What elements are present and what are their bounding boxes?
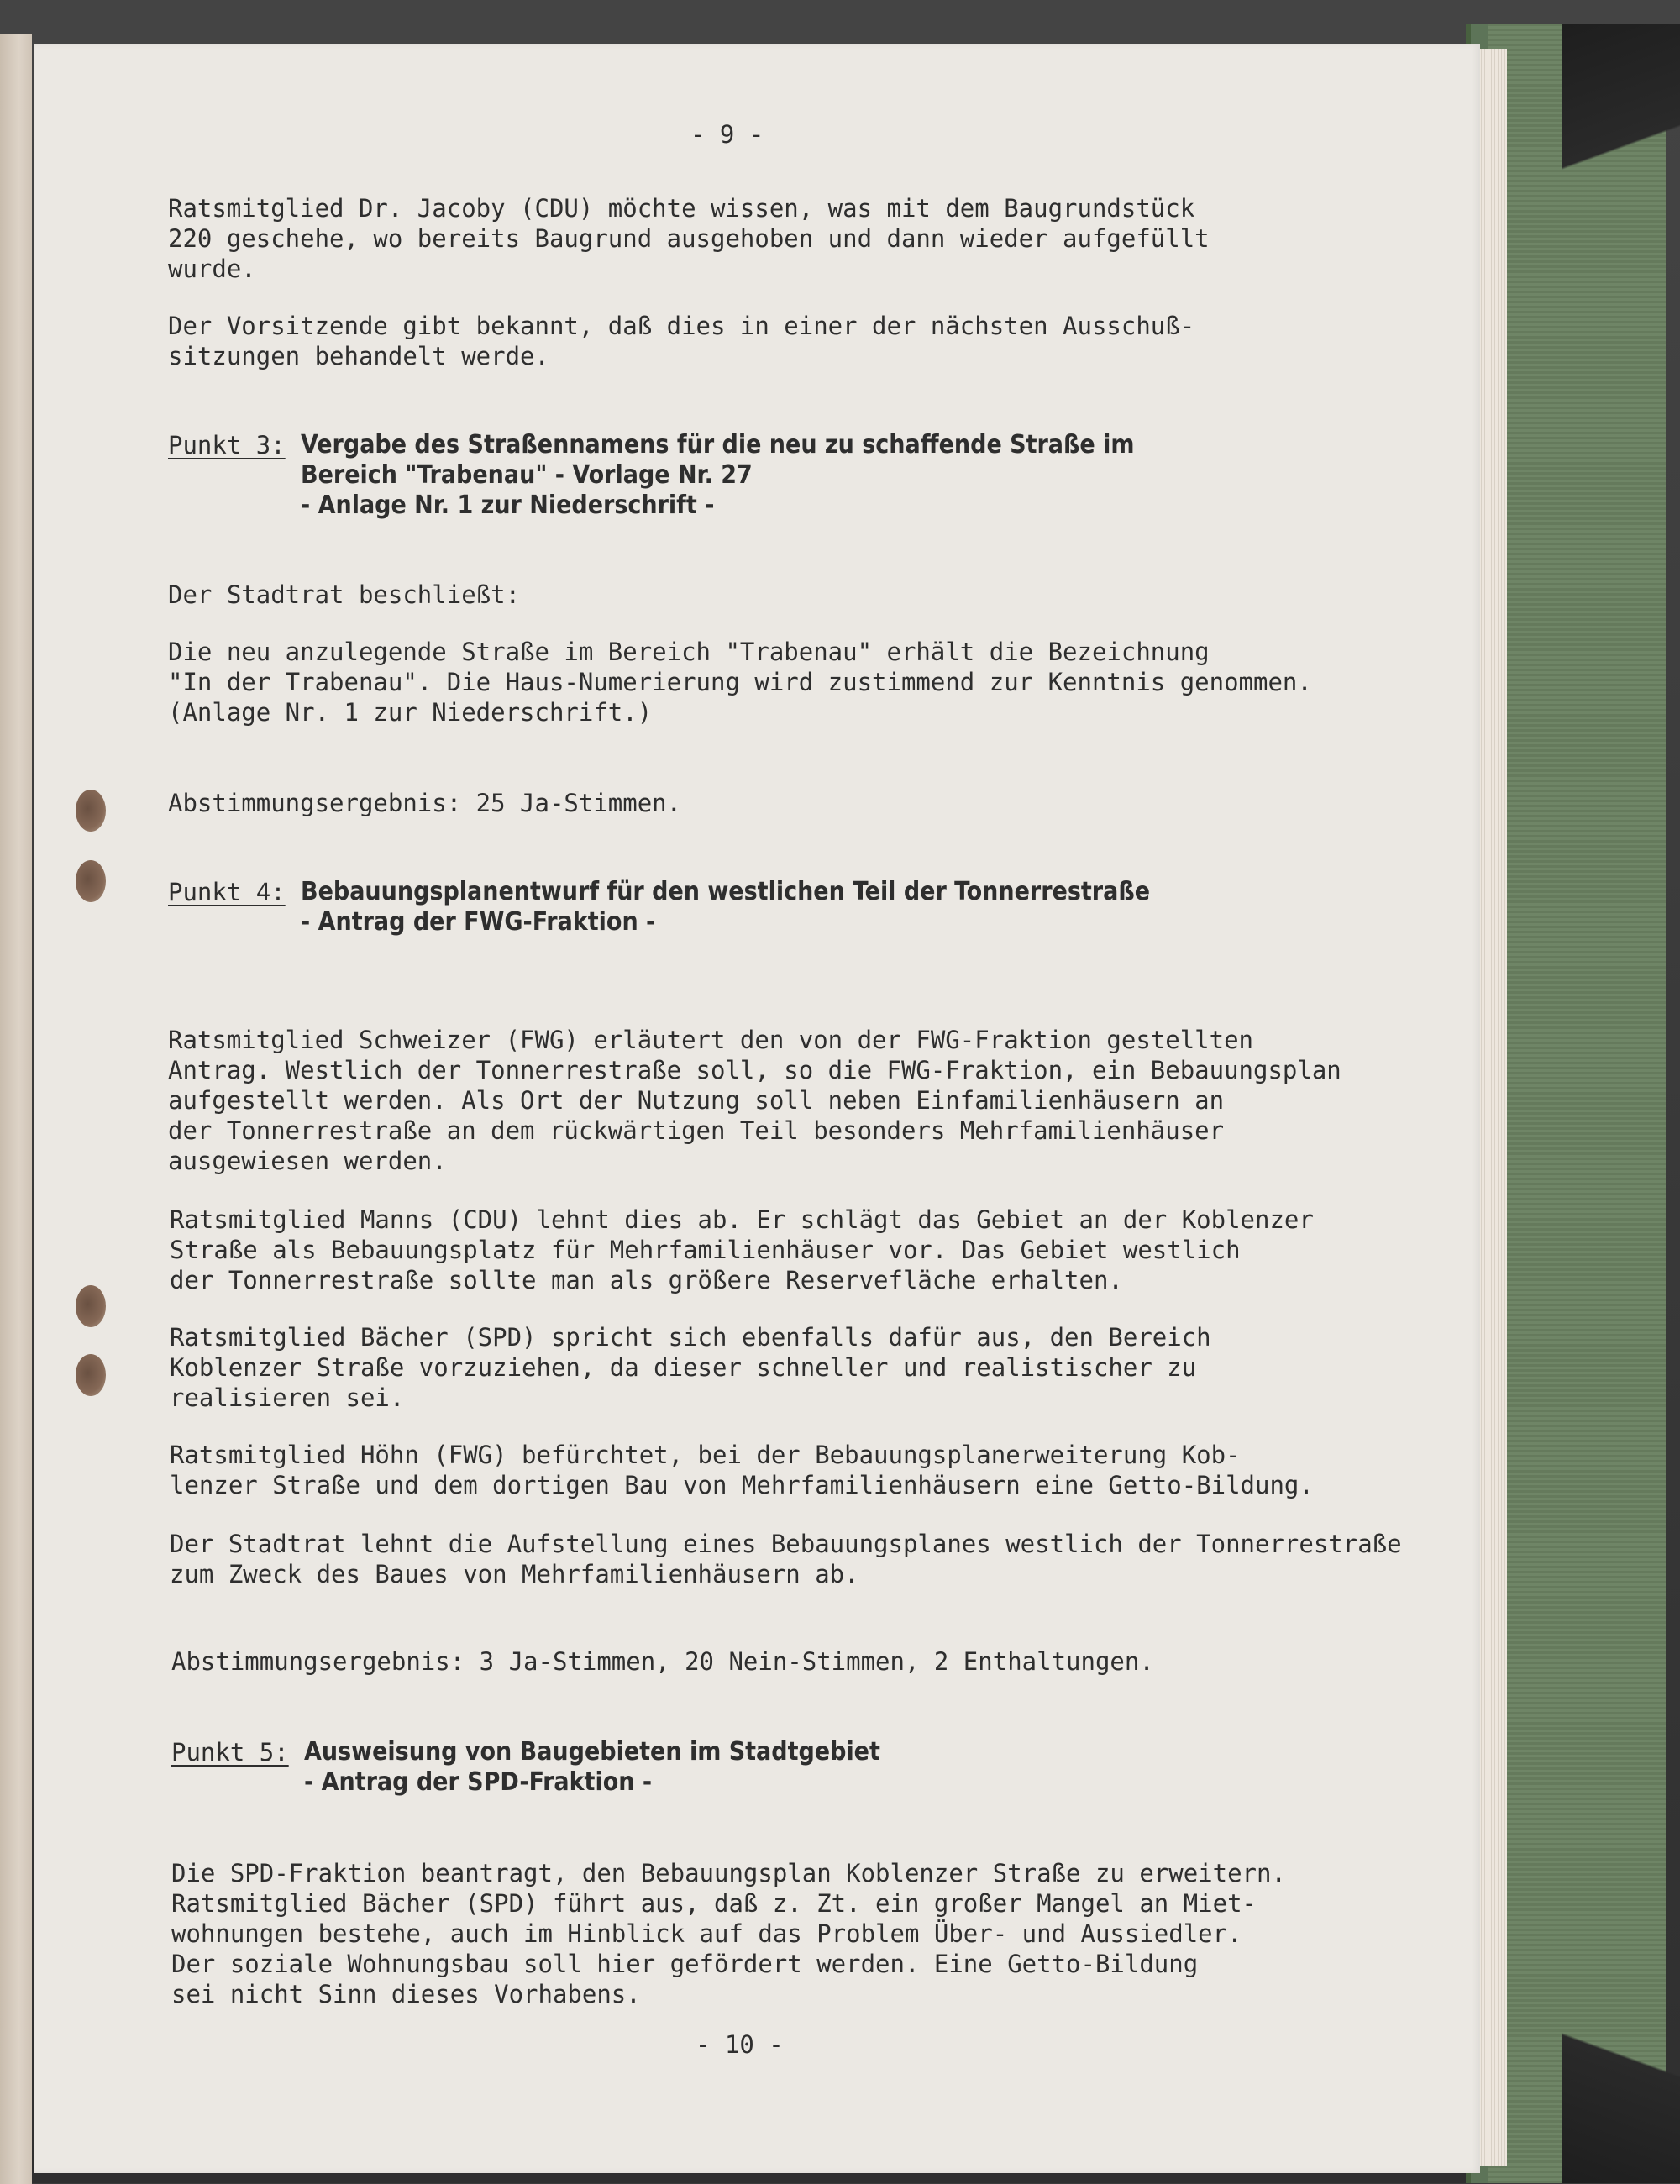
paragraph-line: wurde. — [168, 255, 256, 283]
page-number-header: - 9 - — [690, 120, 764, 149]
paragraph-line: "In der Trabenau". Die Haus-Numerierung wird zustimmend zur Kenntnis genommen. — [168, 668, 1312, 696]
paragraph-line: der Tonnerrestraße sollte man als größere Reservefläche erhalten. — [170, 1266, 1123, 1294]
paragraph-line: Straße als Bebauungsplatz für Mehrfamilienhäuser vor. Das Gebiet westlich — [170, 1236, 1241, 1264]
agenda-item-title: Ausweisung von Baugebieten im Stadtgebiet — [304, 1737, 880, 1767]
binder-corner-bottom — [1562, 1957, 1680, 2183]
punch-hole — [76, 790, 106, 832]
paragraph-line: Ratsmitglied Bächer (SPD) spricht sich ebenfalls dafür aus, den Bereich — [170, 1323, 1211, 1352]
agenda-item-title: - Antrag der FWG-Fraktion - — [301, 907, 656, 937]
vote-result: Abstimmungsergebnis: 25 Ja-Stimmen. — [168, 789, 682, 817]
agenda-item-label: Punkt 5: — [171, 1738, 289, 1767]
paragraph-line: realisieren sei. — [170, 1383, 405, 1412]
paragraph-line: Ratsmitglied Manns (CDU) lehnt dies ab. Er schlägt das Gebiet an der Koblenzer — [170, 1205, 1314, 1234]
binder-corner-top — [1562, 24, 1680, 242]
vote-result: Abstimmungsergebnis: 3 Ja-Stimmen, 20 Nein-Stimmen, 2 Enthaltungen. — [171, 1647, 1154, 1676]
paragraph-line: Der soziale Wohnungsbau soll hier gefördert werden. Eine Getto-Bildung — [171, 1950, 1199, 1978]
paragraph-line: Der Stadtrat beschließt: — [168, 580, 521, 609]
punch-hole — [76, 1285, 106, 1327]
punch-hole — [76, 1354, 106, 1396]
paragraph-line: Die neu anzulegende Straße im Bereich "Trabenau" erhält die Bezeichnung — [168, 638, 1210, 666]
agenda-item-title: Bebauungsplanentwurf für den westlichen Teil der Tonnerrestraße — [301, 877, 1151, 906]
paragraph-line: zum Zweck des Baues von Mehrfamilienhäusern ab. — [170, 1560, 859, 1588]
paragraph-line: Antrag. Westlich der Tonnerrestraße soll, so die FWG-Fraktion, ein Bebauungsplan — [168, 1056, 1341, 1084]
paragraph-line: wohnungen bestehe, auch im Hinblick auf das Problem Über- und Aussiedler. — [171, 1919, 1242, 1948]
paragraph-line: Ratsmitglied Höhn (FWG) befürchtet, bei der Bebauungsplanerweiterung Kob- — [170, 1441, 1241, 1469]
paragraph-line: ausgewiesen werden. — [168, 1147, 447, 1175]
paragraph-line: aufgestellt werden. Als Ort der Nutzung soll neben Einfamilienhäusern an — [168, 1086, 1225, 1115]
paragraph-line: sitzungen behandelt werde. — [168, 342, 549, 370]
paragraph-line: Der Vorsitzende gibt bekannt, daß dies in einer der nächsten Ausschuß- — [168, 312, 1195, 340]
paragraph-line: lenzer Straße und dem dortigen Bau von Mehrfamilienhäusern eine Getto-Bildung. — [170, 1471, 1314, 1499]
agenda-item-title: - Anlage Nr. 1 zur Niederschrift - — [301, 491, 715, 520]
paragraph-line: Ratsmitglied Schweizer (FWG) erläutert den von der FWG-Fraktion gestellten — [168, 1026, 1254, 1054]
paragraph-line: Der Stadtrat lehnt die Aufstellung eines Bebauungsplanes westlich der Tonnerrestraße — [170, 1530, 1402, 1558]
paragraph-line: 220 geschehe, wo bereits Baugrund ausgehoben und dann wieder aufgefüllt — [168, 224, 1210, 253]
page-number-footer: - 10 - — [696, 2030, 784, 2059]
paragraph-line: sei nicht Sinn dieses Vorhabens. — [171, 1980, 641, 2008]
paragraph-line: (Anlage Nr. 1 zur Niederschrift.) — [168, 698, 653, 727]
page-stack-edge — [1478, 49, 1507, 2166]
paragraph-line: Ratsmitglied Dr. Jacoby (CDU) möchte wissen, was mit dem Baugrundstück — [168, 194, 1195, 223]
paragraph-line: Ratsmitglied Bächer (SPD) führt aus, daß z. Zt. ein großer Mangel an Miet- — [171, 1889, 1257, 1918]
facing-page-edge — [0, 34, 32, 2184]
agenda-item-title: - Antrag der SPD-Fraktion - — [304, 1767, 653, 1797]
document-page — [34, 44, 1480, 2173]
agenda-item-title: Bereich "Trabenau" - Vorlage Nr. 27 — [301, 460, 753, 490]
agenda-item-label: Punkt 3: — [168, 431, 286, 459]
agenda-item-title: Vergabe des Straßennamens für die neu zu schaffende Straße im — [301, 430, 1135, 459]
punch-hole — [76, 860, 106, 902]
paragraph-line: der Tonnerrestraße an dem rückwärtigen Teil besonders Mehrfamilienhäuser — [168, 1116, 1225, 1145]
paragraph-line: Koblenzer Straße vorzuziehen, da dieser schneller und realistischer zu — [170, 1353, 1197, 1382]
paragraph-line: Die SPD-Fraktion beantragt, den Bebauungsplan Koblenzer Straße zu erweitern. — [171, 1859, 1286, 1887]
agenda-item-label: Punkt 4: — [168, 878, 286, 906]
